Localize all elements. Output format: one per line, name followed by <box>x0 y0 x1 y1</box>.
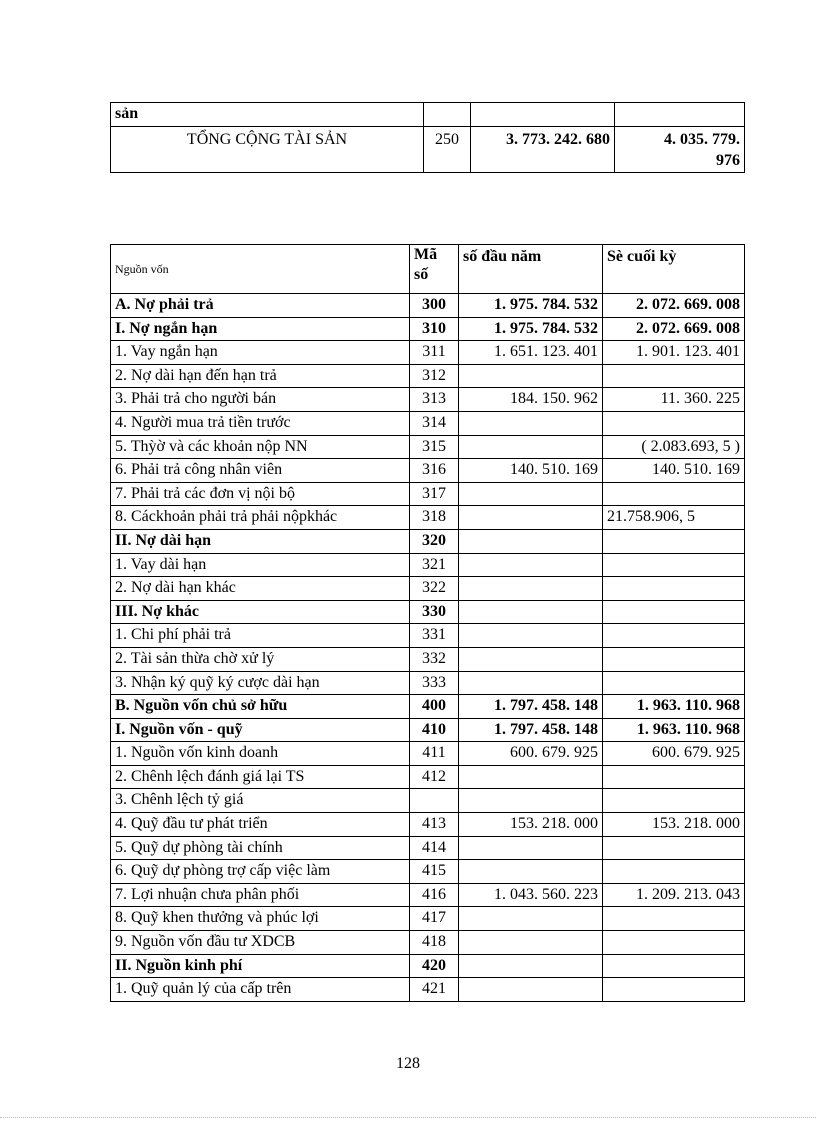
row-start-value: 1. 975. 784. 532 <box>459 317 603 341</box>
row-end-value <box>603 978 745 1002</box>
row-start-value <box>459 435 603 459</box>
row-name: 2. Nợ dài hạn đến hạn trả <box>111 364 410 388</box>
row-code: 312 <box>410 364 459 388</box>
row-start-value: 1. 651. 123. 401 <box>459 341 603 365</box>
row-code: 333 <box>410 671 459 695</box>
row-end-value <box>603 482 745 506</box>
row-end-value <box>603 577 745 601</box>
table-row <box>111 411 745 435</box>
row-name: II. Nguồn kinh phí <box>111 954 410 978</box>
table-row <box>111 435 745 459</box>
row-code <box>410 789 459 813</box>
row-end-value: 600. 679. 925 <box>603 742 745 766</box>
header-code-line2: số <box>414 266 429 283</box>
table-row <box>111 836 745 860</box>
row-start-value <box>459 411 603 435</box>
row-code: 411 <box>410 742 459 766</box>
total-assets-start: 3. 773. 242. 680 <box>471 127 615 173</box>
row-start-value <box>459 836 603 860</box>
row-name: 1. Vay ngắn hạn <box>111 341 410 365</box>
row-end-value: 1. 209. 213. 043 <box>603 883 745 907</box>
row-end-value <box>603 954 745 978</box>
table-row <box>111 341 745 365</box>
header-code-line1: Mã <box>414 246 438 263</box>
row-name: 3. Phải trả cho người bán <box>111 388 410 412</box>
row-start-value <box>459 789 603 813</box>
row-start-value: 1. 797. 458. 148 <box>459 718 603 742</box>
row-name: 9. Nguồn vốn đầu tư XDCB <box>111 931 410 955</box>
row-code: 311 <box>410 341 459 365</box>
row-start-value <box>459 671 603 695</box>
row-end-value <box>603 600 745 624</box>
table-row <box>111 529 745 553</box>
row-name: 6. Quỹ dự phòng trợ cấp việc làm <box>111 860 410 884</box>
row-code: 418 <box>410 931 459 955</box>
row-name: 1. Vay dài hạn <box>111 553 410 577</box>
row-name: 3. Nhận ký quỹ ký cược dài hạn <box>111 671 410 695</box>
table-row <box>111 600 745 624</box>
row-name: 4. Người mua trả tiền trước <box>111 411 410 435</box>
row-code: 330 <box>410 600 459 624</box>
row-start-value <box>459 647 603 671</box>
table-row <box>111 695 745 719</box>
table-row <box>111 671 745 695</box>
row-code: 420 <box>410 954 459 978</box>
table-row <box>111 907 745 931</box>
row-code: 314 <box>410 411 459 435</box>
row-end-value <box>603 529 745 553</box>
row-start-value <box>459 506 603 530</box>
asset-total-table <box>110 102 745 173</box>
row-code: 417 <box>410 907 459 931</box>
row-end-value: 21.758.906, 5 <box>603 506 745 530</box>
row-code: 310 <box>410 317 459 341</box>
total-assets-end-line1: 4. 035. 779. <box>664 131 740 148</box>
row-start-value: 184. 150. 962 <box>459 388 603 412</box>
row-code: 332 <box>410 647 459 671</box>
table-row <box>111 294 745 318</box>
row-code: 410 <box>410 718 459 742</box>
table-row <box>111 624 745 648</box>
row-name: II. Nợ dài hạn <box>111 529 410 553</box>
table-row <box>111 506 745 530</box>
row-name: III. Nợ khác <box>111 600 410 624</box>
row-end-value: 1. 963. 110. 968 <box>603 695 745 719</box>
row-end-value <box>603 907 745 931</box>
page-number: 128 <box>396 1055 420 1072</box>
continued-label: sản <box>111 103 424 127</box>
row-name: I. Nợ ngắn hạn <box>111 317 410 341</box>
page-footer-divider <box>0 1117 816 1118</box>
row-end-value <box>603 553 745 577</box>
row-name: 5. Quỹ dự phòng tài chính <box>111 836 410 860</box>
row-name: A. Nợ phải trả <box>111 294 410 318</box>
total-assets-label: TỔNG CỘNG TÀI SẢN <box>111 127 424 173</box>
row-name: 6. Phải trả công nhân viên <box>111 459 410 483</box>
row-start-value <box>459 529 603 553</box>
row-name: 7. Phải trả các đơn vị nội bộ <box>111 482 410 506</box>
row-end-value <box>603 931 745 955</box>
row-code: 316 <box>410 459 459 483</box>
table-row <box>111 317 745 341</box>
row-start-value <box>459 931 603 955</box>
row-start-value <box>459 907 603 931</box>
total-assets-code: 250 <box>424 127 471 173</box>
row-code: 416 <box>410 883 459 907</box>
row-code: 315 <box>410 435 459 459</box>
header-code <box>410 245 459 294</box>
row-name: 8. Quỹ khen thưởng và phúc lợi <box>111 907 410 931</box>
row-end-value: 1. 901. 123. 401 <box>603 341 745 365</box>
table-row <box>111 459 745 483</box>
table-row <box>111 647 745 671</box>
row-end-value: 2. 072. 669. 008 <box>603 294 745 318</box>
table-row <box>111 860 745 884</box>
row-code: 320 <box>410 529 459 553</box>
table-row <box>111 978 745 1002</box>
row-end-value <box>603 411 745 435</box>
table-row <box>111 718 745 742</box>
row-name: 4. Quỹ đầu tư phát triển <box>111 813 410 837</box>
row-end-value <box>603 364 745 388</box>
table-header-row <box>111 245 745 294</box>
row-name: B. Nguồn vốn chủ sở hữu <box>111 695 410 719</box>
row-code: 321 <box>410 553 459 577</box>
header-sources: Nguồn vốn <box>111 245 410 294</box>
row-code: 331 <box>410 624 459 648</box>
row-start-value: 1. 043. 560. 223 <box>459 883 603 907</box>
table-row <box>111 482 745 506</box>
table-row <box>111 577 745 601</box>
row-start-value: 1. 797. 458. 148 <box>459 695 603 719</box>
row-code: 400 <box>410 695 459 719</box>
row-start-value <box>459 577 603 601</box>
row-end-value <box>603 836 745 860</box>
table-row <box>111 931 745 955</box>
row-end-value: 140. 510. 169 <box>603 459 745 483</box>
row-start-value <box>459 553 603 577</box>
table-row <box>111 364 745 388</box>
row-start-value <box>459 860 603 884</box>
row-start-value <box>459 600 603 624</box>
row-end-value: 1. 963. 110. 968 <box>603 718 745 742</box>
table-row <box>111 553 745 577</box>
row-name: 8. Cáckhoản phải trả phải nộpkhác <box>111 506 410 530</box>
row-start-value <box>459 624 603 648</box>
row-name: 1. Quỹ quản lý của cấp trên <box>111 978 410 1002</box>
row-code: 414 <box>410 836 459 860</box>
table-row <box>111 883 745 907</box>
table-row <box>111 388 745 412</box>
table-row <box>111 789 745 813</box>
row-end-value: 11. 360. 225 <box>603 388 745 412</box>
table-row <box>111 765 745 789</box>
row-start-value <box>459 364 603 388</box>
row-start-value: 600. 679. 925 <box>459 742 603 766</box>
row-end-value <box>603 860 745 884</box>
table-row <box>111 742 745 766</box>
row-start-value: 1. 975. 784. 532 <box>459 294 603 318</box>
row-name: 1. Nguồn vốn kinh doanh <box>111 742 410 766</box>
row-end-value <box>603 789 745 813</box>
row-end-value <box>603 647 745 671</box>
table-row <box>111 103 745 127</box>
table-row <box>111 127 745 173</box>
row-code: 421 <box>410 978 459 1002</box>
row-code: 313 <box>410 388 459 412</box>
row-code: 322 <box>410 577 459 601</box>
row-end-value: 153. 218. 000 <box>603 813 745 837</box>
row-start-value <box>459 482 603 506</box>
row-name: I. Nguồn vốn - quỹ <box>111 718 410 742</box>
row-start-value <box>459 954 603 978</box>
row-start-value <box>459 978 603 1002</box>
table-row <box>111 813 745 837</box>
row-name: 2. Chênh lệch đánh giá lại TS <box>111 765 410 789</box>
row-code: 317 <box>410 482 459 506</box>
row-start-value: 140. 510. 169 <box>459 459 603 483</box>
row-end-value <box>603 765 745 789</box>
row-name: 1. Chi phí phải trả <box>111 624 410 648</box>
row-code: 415 <box>410 860 459 884</box>
row-code: 300 <box>410 294 459 318</box>
row-code: 413 <box>410 813 459 837</box>
row-code: 412 <box>410 765 459 789</box>
row-start-value <box>459 765 603 789</box>
row-name: 7. Lợi nhuận chưa phân phối <box>111 883 410 907</box>
total-assets-end <box>615 127 745 173</box>
row-end-value: 2. 072. 669. 008 <box>603 317 745 341</box>
row-end-value <box>603 624 745 648</box>
capital-sources-table <box>110 244 745 1002</box>
row-name: 3. Chênh lệch tỷ giá <box>111 789 410 813</box>
row-name: 2. Nợ dài hạn khác <box>111 577 410 601</box>
row-name: 2. Tài sản thừa chờ xử lý <box>111 647 410 671</box>
row-name: 5. Thỳờ và các khoản nộp NN <box>111 435 410 459</box>
row-code: 318 <box>410 506 459 530</box>
row-end-value: ( 2.083.693, 5 ) <box>603 435 745 459</box>
total-assets-end-line2: 976 <box>716 152 740 169</box>
row-end-value <box>603 671 745 695</box>
header-end-of-period: Sè cuối kỳ <box>603 245 745 294</box>
row-start-value: 153. 218. 000 <box>459 813 603 837</box>
table-row <box>111 954 745 978</box>
header-start-of-year: số đầu năm <box>459 245 603 294</box>
